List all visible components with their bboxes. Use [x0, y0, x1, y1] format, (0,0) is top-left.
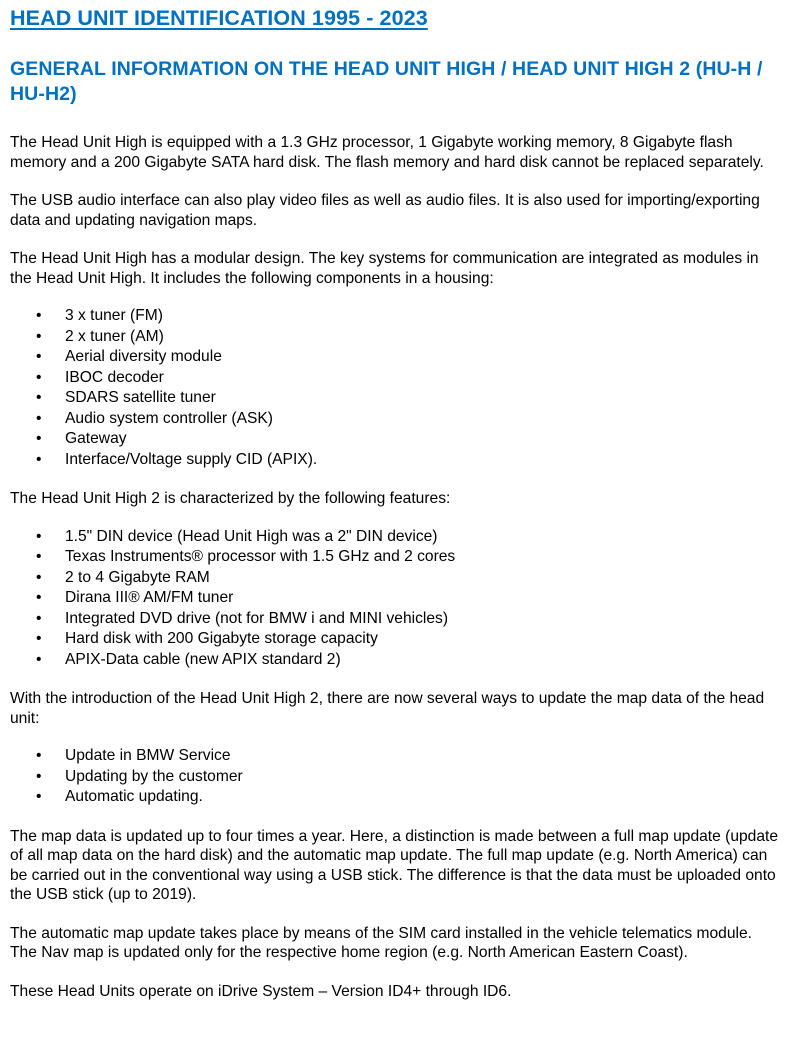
section-heading: GENERAL INFORMATION ON THE HEAD UNIT HIGH / HEAD UNIT HIGH 2 (HU-H / HU-H2) — [10, 58, 763, 105]
list-item-text: Texas Instruments® processor with 1.5 GHz and 2 cores — [65, 548, 456, 565]
list-item-text: 3 x tuner (FM) — [65, 307, 163, 324]
list-item — [10, 306, 780, 327]
bullet-icon: • — [36, 450, 42, 468]
paragraph-automatic-update: The automatic map update takes place by means of the SIM card installed in the vehicle telematics module. The Nav map is updated only for the respective home region (e.g. North American Eastern Coast). — [10, 924, 752, 961]
list-item — [10, 368, 780, 389]
list-item — [10, 568, 780, 589]
list-item — [10, 767, 780, 788]
list-item — [10, 409, 780, 430]
list-item — [10, 629, 780, 650]
bullet-icon: • — [36, 368, 42, 386]
list-item-text: APIX-Data cable (new APIX standard 2) — [65, 650, 341, 668]
paragraph-map-update-frequency: The map data is updated up to four times a year. Here, a distinction is made between a full map update (update of all map data on the hard disk) and the automatic map update. The full map update (e.g. North America) can be carried out in the conventional way using a USB stick. The difference is that the data must be uploaded onto the USB stick (up to 2019). — [10, 827, 779, 903]
list-item — [10, 347, 780, 368]
features-list — [10, 527, 780, 671]
list-item-text: SDARS satellite tuner — [65, 389, 216, 406]
list-item — [10, 588, 780, 609]
list-item — [10, 787, 780, 808]
list-item-text: Audio system controller (ASK) — [65, 409, 273, 427]
document-page — [10, 4, 780, 1001]
list-item-text: 2 to 4 Gigabyte RAM — [65, 568, 210, 586]
paragraph-modular-design: The Head Unit High has a modular design. The key systems for communication are integrated as modules in the Head Unit High. It includes the following components in a housing: — [10, 250, 759, 287]
bullet-icon: • — [36, 609, 42, 627]
list-item — [10, 547, 780, 568]
bullet-icon: • — [36, 630, 42, 647]
bullet-icon: • — [36, 348, 42, 365]
list-item-text: Integrated DVD drive (not for BMW i and MINI vehicles) — [65, 609, 449, 627]
list-item-text: Update in BMW Service — [65, 747, 231, 764]
bullet-icon: • — [36, 327, 42, 345]
bullet-icon: • — [36, 389, 42, 406]
list-item — [10, 450, 780, 471]
bullet-icon: • — [36, 527, 42, 545]
page-title: HEAD UNIT IDENTIFICATION 1995 - 2023 — [10, 6, 428, 30]
bullet-icon: • — [36, 548, 42, 565]
list-item — [10, 609, 780, 630]
list-item-text: Interface/Voltage supply CID (APIX). — [65, 450, 318, 468]
bullet-icon: • — [36, 430, 42, 447]
bullet-icon: • — [36, 568, 42, 586]
list-item — [10, 327, 780, 348]
bullet-icon: • — [36, 767, 42, 785]
paragraph-idrive-versions: These Head Units operate on iDrive System – Version ID4+ through ID6. — [10, 982, 512, 1000]
list-item-text: Updating by the customer — [65, 767, 243, 785]
list-item-text: 1.5" DIN device (Head Unit High was a 2" DIN device) — [65, 527, 438, 545]
list-item — [10, 388, 780, 409]
list-item — [10, 650, 780, 671]
list-item-text: Aerial diversity module — [65, 348, 222, 365]
bullet-icon: • — [36, 589, 42, 606]
bullet-icon: • — [36, 409, 42, 427]
list-item-text: Automatic updating. — [65, 788, 203, 805]
bullet-icon: • — [36, 307, 42, 324]
update-methods-list — [10, 746, 780, 808]
bullet-icon: • — [36, 650, 42, 668]
list-item-text: IBOC decoder — [65, 368, 164, 386]
list-item-text: Hard disk with 200 Gigabyte storage capacity — [65, 630, 378, 647]
bullet-icon: • — [36, 788, 42, 805]
paragraph-update-ways: With the introduction of the Head Unit High 2, there are now several ways to update the map data of the head unit: — [10, 690, 765, 727]
list-item — [10, 429, 780, 450]
list-item — [10, 527, 780, 548]
components-list — [10, 306, 780, 470]
paragraph-processor-specs: The Head Unit High is equipped with a 1.3 GHz processor, 1 Gigabyte working memory, 8 Gigabyte flash memory and a 200 Gigabyte SATA hard disk. The flash memory and hard disk cannot be replaced separately. — [10, 134, 764, 171]
bullet-icon: • — [36, 747, 42, 764]
list-item-text: Dirana III® AM/FM tuner — [65, 589, 234, 606]
list-item-text: Gateway — [65, 430, 127, 447]
list-item-text: 2 x tuner (AM) — [65, 327, 164, 345]
paragraph-usb-interface: The USB audio interface can also play video files as well as audio files. It is also used for importing/exporting data and updating navigation maps. — [10, 192, 760, 229]
list-item — [10, 746, 780, 767]
paragraph-hu-high-2-intro: The Head Unit High 2 is characterized by the following features: — [10, 490, 451, 507]
